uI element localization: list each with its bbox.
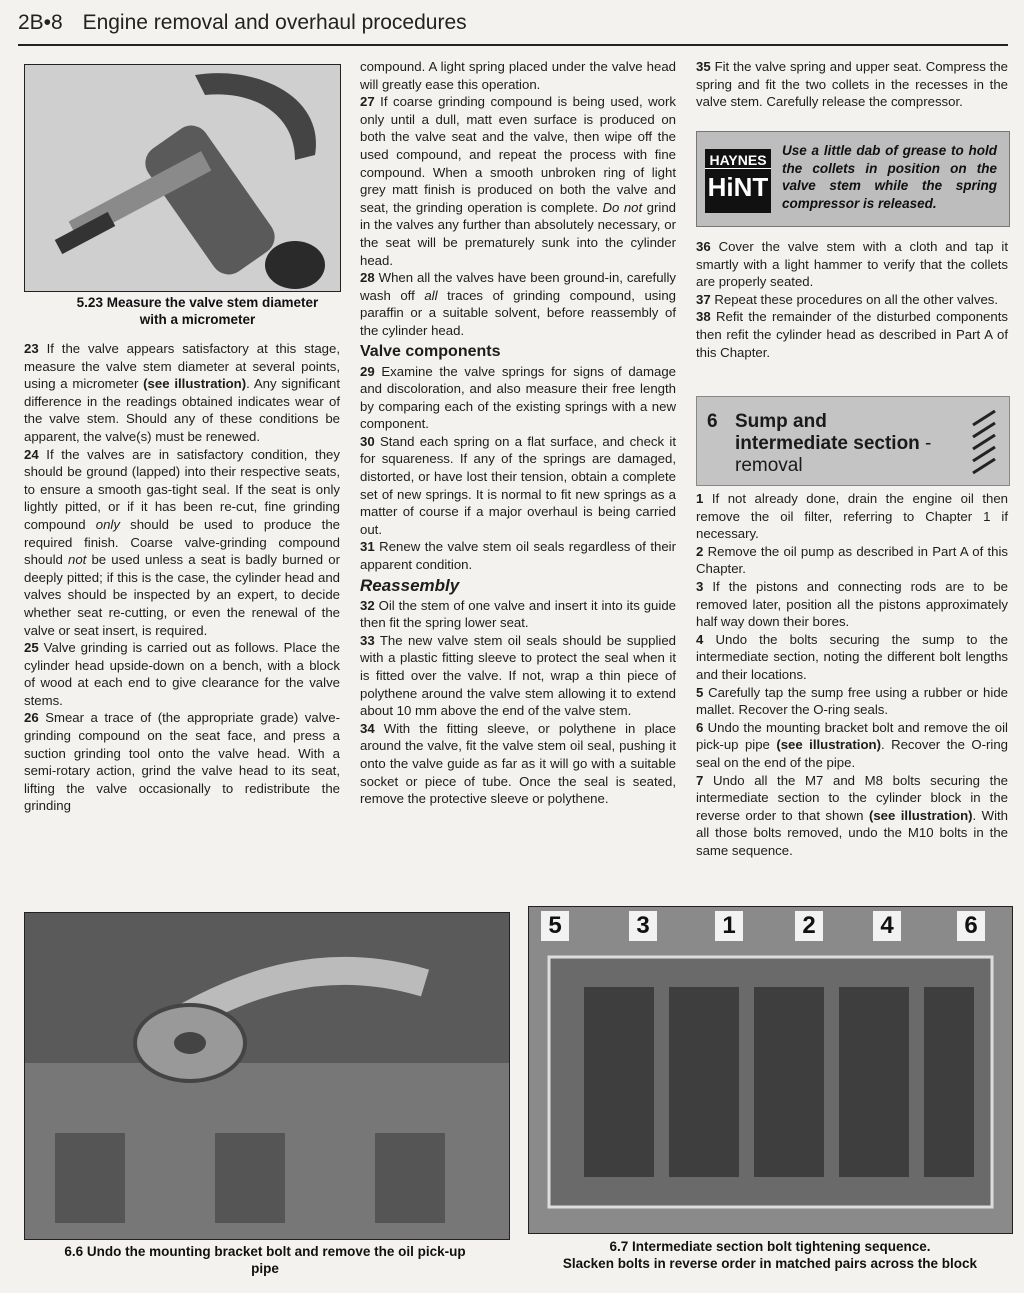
paragraph-33: 33 The new valve stem oil seals should be supplied with a plastic fitting sleeve to protect the seal when it is fitted over the valve. If not, wrap a thin piece of polythene around the valve stem allowing it to extend about 10 mm above the end of the valve stem. [360,632,676,719]
bolt-label-4: 4 [873,911,901,941]
paragraph-30: 30 Stand each spring on a flat surface, and check it for squareness. If any of the springs are damaged, distorted, or have lost their tension, obtain a complete set of new springs. It is normal to fit new springs as a matter of course if a major overhaul is being carried out. [360,433,676,537]
column-1 [24,340,340,815]
page-number: 2B•8 [18,11,63,34]
haynes-hint-logo: HAYNES HiNT [705,149,771,213]
paragraph-23: 23 If the valve appears satisfactory at this stage, measure the valve stem diameter at several points, using a micrometer (see illustration). Any significant difference in the readings obtained indicates wear of the valve stem. Should any of these conditions be apparent, the valve(s) must be renewed. [24,341,341,444]
bolt-label-2: 2 [795,911,823,941]
figure-6-7-caption-line-1: 6.7 Intermediate section bolt tightening sequence. [609,1239,931,1254]
figure-6-7-caption-line-2: Slacken bolts in reverse order in matched pairs across the block [562,1256,978,1271]
bolt-label-1: 1 [715,911,743,941]
intermediate-section-photo [528,906,1013,1234]
step-3: 3 If the pistons and connecting rods are to be removed later, position all the pistons approximately half way down their bores. [696,578,1008,630]
bolt-label-5: 5 [541,911,569,941]
section-title: Sump and intermediate section - removal [735,411,932,476]
step-4: 4 Undo the bolts securing the sump to the intermediate section, noting the different bolt lengths and their locations. [696,631,1008,682]
column-3-bottom [696,490,1008,859]
bolt-label-3: 3 [629,911,657,941]
paragraph-36: 36 Cover the valve stem with a cloth and tap it smartly with a light hammer to verify that the collets are properly seated. [696,239,1008,290]
oil-pickup-pipe-photo [24,912,510,1240]
paragraph-38: 38 Refit the remainder of the disturbed components then refit the cylinder head as described in Part A of this Chapter. [696,309,1008,360]
hint-text: Use a little dab of grease to hold the collets in position on the valve stem while the spring compressor is released. [782,143,997,211]
difficulty-spanner-icon [967,407,1001,475]
paragraph-28: 28 When all the valves have been ground-in, carefully wash off all traces of grinding compound, using paraffin or a suitable solvent, before reassembly of the cylinder head. [360,270,676,338]
paragraph-34: 34 With the fitting sleeve, or polythene in place around the valve, fit the valve stem oil seal, pushing it onto the valve guide as far as it will go with a suitable socket or piece of tube. Once the seal is seated, remove the protective sleeve or polythene. [360,720,676,807]
paragraph-27: 27 If coarse grinding compound is being used, work only until a dull, matt even surface is produced on both the valve seat and the valve, then wipe off the used compound, and repeat the process with fine compound. When a smooth unbroken ring of light grey matt finish is produced on both the valve and seat, the grinding operation is complete. Do not grind in the valves any further than absolutely necessary, or the seat will be prematurely sunk into the cylinder head. [360,94,676,268]
section-6-header [696,396,1010,486]
step-5: 5 Carefully tap the sump free using a rubber or hide mallet. Recover the O-ring seals. [696,684,1008,718]
paragraph-32: 32 Oil the stem of one valve and insert it into its guide then fit the spring lower seat. [360,597,676,631]
page-header [18,8,1008,46]
paragraph-26: 26 Smear a trace of (the appropriate grade) valve-grinding compound on the seat face, and press a suction grinding tool onto the valve head. With a semi-rotary action, grind the valve head to its seat, lifting the valve occasionally to redistribute the grinding [24,710,340,814]
paragraph-31: 31 Renew the valve stem oil seals regardless of their apparent condition. [360,539,677,573]
paragraph-26-continued: compound. A light spring placed under the valve head will greatly ease this operation. [360,59,676,92]
intermediate-section-illustration [529,907,1012,1233]
bolt-label-6: 6 [957,911,985,941]
step-7: 7 Undo all the M7 and M8 bolts securing the intermediate section to the cylinder block in the reverse order to that shown (see illustration). With all those bolts removed, undo the M10 bolts in the same sequence. [696,772,1009,858]
step-1: 1 If not already done, drain the engine oil then remove the oil filter, referring to Chapter 1 if necessary. [696,491,1008,542]
step-6: 6 Undo the mounting bracket bolt and remove the oil pick-up pipe (see illustration). Recover the O-ring seal on the end of the pipe. [696,719,1009,770]
page-title: Engine removal and overhaul procedures [82,11,467,34]
paragraph-35: 35 Fit the valve spring and upper seat. Compress the spring and fit the two collets in the recesses in the valve stem. Carefully release the compressor. [696,59,1008,110]
figure-6-6-caption: 6.6 Undo the mounting bracket bolt and remove the oil pick-up pipe [64,1244,466,1276]
section-number: 6 [707,411,718,432]
step-2: 2 Remove the oil pump as described in Part A of this Chapter. [696,543,1008,577]
haynes-hint-box [696,131,1010,227]
heading-valve-components: Valve components [360,342,501,360]
column-2 [360,58,676,808]
micrometer-photo [24,64,341,292]
paragraph-37: 37 Repeat these procedures on all the other valves. [696,291,999,307]
micrometer-illustration [25,65,340,291]
oil-pickup-illustration [25,913,509,1239]
figure-5-23-caption: 5.23 Measure the valve stem diameter with a micrometer [76,295,319,327]
paragraph-24: 24 If the valves are in satisfactory condition, they should be ground (lapped) into their respective seats, to ensure a smooth gas-tight seal. If the seat is only lightly pitted, or if it has been re-cut, fine grinding compound only should be used to produce the required finish. Coarse valve-grinding compound should not be used unless a seat is badly burned or deeply pitted; if this is the case, the cylinder head and valves should be inspected by an expert, to decide whether seat re-cutting, or even the renewal of the valve or seat insert, is required. [24,446,340,638]
heading-reassembly: Reassembly [360,575,460,595]
column-3-top [696,58,1008,111]
paragraph-25: 25 Valve grinding is carried out as follows. Place the cylinder head upside-down on a bench, with a block of wood at each end to give clearance for the valve stems. [24,640,340,708]
paragraph-29: 29 Examine the valve springs for signs of damage and discoloration, and also measure their free length by comparing each of the existing springs with a new component. [360,363,676,432]
column-3-middle [696,238,1008,361]
